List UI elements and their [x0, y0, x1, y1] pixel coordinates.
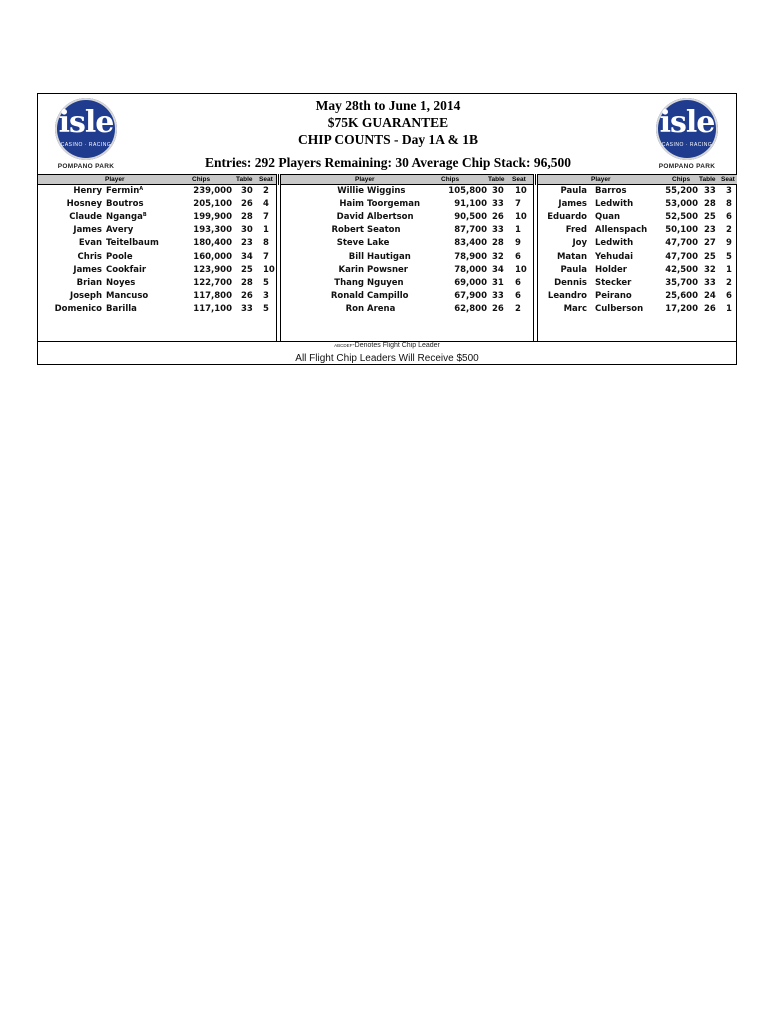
logo-tagline: CASINO · RACING	[60, 142, 112, 148]
chip-count: 91,100	[454, 199, 487, 210]
table-number: 34	[492, 264, 504, 275]
header-seat: Seat	[512, 176, 526, 183]
event-subtitle: CHIP COUNTS - Day 1A & 1B	[297, 132, 478, 147]
chip-count-sheet	[37, 93, 737, 365]
table-row	[538, 277, 768, 290]
player-last-name	[106, 224, 133, 237]
logo-caption: POMPANO PARK	[57, 163, 115, 170]
player-last-name	[106, 237, 159, 250]
table-number: 28	[704, 199, 716, 210]
table-number: 32	[492, 251, 504, 262]
table-row	[281, 251, 521, 264]
chip-leader-mark: B	[142, 212, 147, 219]
player-last-name	[106, 264, 146, 277]
header-player: Player	[105, 176, 125, 183]
chip-count: 25,600	[665, 290, 698, 301]
player-last-name	[106, 303, 137, 316]
player-last-name-text: Wiggins	[367, 186, 406, 196]
chip-count: 83,400	[454, 238, 487, 249]
player-last-name	[367, 237, 389, 250]
table-number: 33	[241, 303, 253, 314]
event-dates: May 28th to June 1, 2014	[315, 98, 461, 113]
table-number: 31	[492, 277, 504, 288]
table-row	[38, 251, 278, 264]
chip-count: 123,900	[193, 264, 232, 275]
chip-count: 17,200	[665, 303, 698, 314]
player-last-name-text: Peirano	[595, 290, 632, 301]
chip-count: 193,300	[193, 225, 232, 236]
player-first-name: Ron	[345, 303, 364, 314]
chip-count: 122,700	[193, 277, 232, 288]
player-last-name-text: Culberson	[595, 303, 644, 314]
seat-number: 1	[263, 225, 269, 236]
player-first-name: Henry	[73, 186, 102, 196]
header-table: Table	[236, 176, 253, 183]
player-first-name: Ronald	[330, 290, 364, 301]
player-last-name	[367, 224, 401, 237]
seat-number: 10	[515, 264, 527, 275]
logo-word: isle	[58, 105, 114, 140]
player-first-name: Joseph	[70, 290, 102, 301]
header-chips: Chips	[441, 176, 460, 183]
player-last-name	[367, 264, 408, 277]
header-chips: Chips	[192, 176, 211, 183]
table-number: 25	[704, 251, 716, 262]
player-last-name	[367, 211, 414, 224]
table-row	[281, 237, 521, 250]
player-first-name: Domenico	[54, 303, 102, 314]
column-header-2	[281, 174, 533, 185]
player-last-name	[106, 211, 147, 224]
chip-leader-mark: A	[139, 186, 144, 192]
column-header-3	[538, 174, 737, 185]
seat-number: 2	[726, 225, 732, 236]
player-last-name	[595, 290, 632, 303]
table-row	[538, 290, 768, 303]
header-seat: Seat	[721, 176, 735, 183]
player-first-name: Chris	[77, 251, 102, 262]
player-last-name-text: Teitelbaum	[106, 238, 159, 249]
table-number: 33	[492, 199, 504, 210]
player-last-name	[367, 251, 411, 264]
table-number: 26	[241, 199, 253, 210]
table-number: 33	[492, 290, 504, 301]
player-last-name-text: Ledwith	[595, 199, 634, 210]
player-last-name-text: Barilla	[106, 303, 137, 314]
player-last-name	[595, 185, 627, 198]
table-number: 26	[241, 290, 253, 301]
chip-count: 117,100	[193, 303, 232, 314]
table-row	[538, 224, 768, 237]
player-last-name-text: Stecker	[595, 277, 632, 288]
player-last-name-text: Powsner	[367, 264, 408, 275]
table-row	[281, 290, 521, 303]
logo-word: isle	[659, 105, 715, 140]
seat-number: 7	[263, 212, 269, 223]
player-last-name	[367, 277, 404, 290]
seat-number: 5	[263, 277, 269, 288]
seat-number: 7	[263, 251, 269, 262]
table-row	[538, 237, 768, 250]
chip-count: 53,000	[665, 199, 698, 210]
player-first-name: Fred	[565, 225, 587, 236]
table-row	[281, 224, 521, 237]
table-row	[538, 264, 768, 277]
player-first-name: Steve	[336, 238, 364, 249]
seat-number: 3	[726, 186, 732, 196]
table-row	[38, 198, 278, 211]
header-chips: Chips	[672, 176, 691, 183]
chip-count: 78,000	[454, 264, 487, 275]
table-row	[38, 224, 278, 237]
table-row	[281, 303, 521, 316]
chip-count: 50,100	[665, 225, 698, 236]
seat-number: 1	[726, 264, 732, 275]
event-guarantee: $75K GUARANTEE	[327, 115, 449, 130]
header-table: Table	[488, 176, 505, 183]
chip-count: 35,700	[665, 277, 698, 288]
table-row	[38, 290, 278, 303]
seat-number: 3	[263, 290, 269, 301]
player-last-name-text: Quan	[595, 212, 621, 223]
chip-count: 47,700	[665, 238, 698, 249]
seat-number: 6	[726, 290, 732, 301]
player-last-name	[106, 185, 143, 198]
player-first-name: Willie	[337, 186, 364, 196]
player-first-name: Haim	[339, 199, 364, 210]
table-row	[38, 264, 278, 277]
player-last-name	[367, 290, 409, 303]
header-player: Player	[355, 176, 375, 183]
footnote	[37, 342, 737, 350]
player-last-name-text: Allenspach	[595, 225, 648, 236]
player-first-name: Hosney	[66, 199, 102, 210]
table-number: 28	[241, 212, 253, 223]
player-last-name	[595, 198, 633, 211]
player-first-name: Claude	[69, 212, 102, 223]
seat-number: 5	[726, 251, 732, 262]
player-last-name	[367, 185, 405, 198]
seat-number: 2	[726, 277, 732, 288]
player-first-name: Karin	[338, 264, 364, 275]
player-last-name-text: Yehudai	[595, 251, 633, 262]
seat-number: 10	[515, 212, 527, 223]
table-number: 26	[492, 303, 504, 314]
logo-tagline: CASINO · RACING	[661, 142, 713, 148]
table-row	[281, 264, 527, 277]
player-first-name: Leandro	[547, 290, 587, 301]
player-last-name	[106, 290, 148, 303]
seat-number: 2	[263, 186, 269, 196]
player-first-name: Joy	[572, 238, 587, 249]
player-last-name	[595, 211, 620, 224]
player-last-name-text: Fermin	[106, 186, 140, 196]
seat-number: 6	[515, 290, 521, 301]
table-number: 33	[704, 186, 716, 196]
chip-count: 87,700	[454, 225, 487, 236]
player-first-name: Evan	[78, 238, 102, 249]
player-last-name	[367, 198, 420, 211]
player-first-name: Marc	[563, 303, 587, 314]
seat-number: 7	[515, 199, 521, 210]
player-last-name-text: Barros	[595, 186, 627, 196]
player-first-name: David	[336, 212, 364, 223]
seat-number: 8	[726, 199, 732, 210]
table-row	[38, 303, 278, 316]
chip-count: 199,900	[193, 212, 232, 223]
chip-count: 47,700	[665, 251, 698, 262]
seat-number: 9	[726, 238, 732, 249]
table-number: 23	[704, 225, 716, 236]
player-last-name	[367, 303, 395, 316]
header-seat: Seat	[259, 176, 273, 183]
seat-number: 5	[263, 303, 269, 314]
table-number: 34	[241, 251, 253, 262]
player-first-name: Paula	[560, 264, 587, 275]
chip-count: 78,900	[454, 251, 487, 262]
chip-count: 67,900	[454, 290, 487, 301]
player-last-name	[595, 224, 647, 237]
table-number: 33	[492, 225, 504, 236]
column-header-1	[38, 174, 276, 185]
table-row	[38, 237, 278, 250]
table-number: 30	[241, 225, 253, 236]
player-first-name: James	[73, 225, 102, 236]
seat-number: 10	[515, 186, 527, 196]
chip-count: 160,000	[193, 251, 232, 262]
player-last-name-text: Nganga	[106, 212, 143, 223]
player-first-name: Thang	[334, 277, 364, 288]
seat-number: 10	[263, 264, 275, 275]
chip-count: 52,500	[665, 212, 698, 223]
player-first-name: Bill	[348, 251, 364, 262]
player-last-name-text: Holder	[595, 264, 627, 275]
player-last-name-text: Seaton	[367, 225, 401, 236]
seat-number: 6	[515, 251, 521, 262]
footnote-marks: ABCDEF	[334, 343, 353, 348]
player-last-name-text: Nguyen	[367, 277, 404, 288]
player-first-name: Robert	[331, 225, 364, 236]
table-number: 23	[241, 238, 253, 249]
table-row	[538, 185, 768, 198]
table-number: 32	[704, 264, 716, 275]
player-first-name: Matan	[556, 251, 587, 262]
seat-number: 6	[515, 277, 521, 288]
table-row	[281, 211, 527, 224]
player-last-name	[595, 277, 631, 290]
table-number: 25	[241, 264, 253, 275]
player-last-name	[595, 303, 643, 316]
player-first-name: Brian	[76, 277, 102, 288]
chip-count: 105,800	[448, 186, 487, 196]
player-first-name: James	[73, 264, 102, 275]
table-number: 24	[704, 290, 716, 301]
table-row	[538, 303, 768, 316]
header-table: Table	[699, 176, 716, 183]
footer	[37, 341, 737, 366]
seat-number: 1	[726, 303, 732, 314]
table-number: 28	[241, 277, 253, 288]
table-number: 33	[704, 277, 716, 288]
chip-count: 117,800	[193, 290, 232, 301]
player-last-name-text: Ledwith	[595, 238, 634, 249]
player-last-name-text: Hautigan	[367, 251, 411, 262]
table-row	[281, 198, 521, 211]
logo-caption: POMPANO PARK	[658, 163, 716, 170]
player-last-name-text: Cookfair	[106, 264, 147, 275]
table-row	[281, 185, 527, 198]
bonus-note: All Flight Chip Leaders Will Receive $500	[295, 353, 479, 364]
seat-number: 2	[515, 303, 521, 314]
player-last-name-text: Avery	[106, 225, 134, 236]
footnote-text: -Denotes Flight Chip Leader	[352, 342, 440, 349]
table-row	[538, 211, 768, 224]
seat-number: 9	[515, 238, 521, 249]
seat-number: 4	[263, 199, 269, 210]
player-first-name: Eduardo	[547, 212, 587, 223]
chip-count: 90,500	[454, 212, 487, 223]
table-number: 27	[704, 238, 716, 249]
table-row	[38, 185, 278, 198]
player-first-name: Dennis	[554, 277, 587, 288]
event-summary: Entries: 292 Players Remaining: 30 Average Chip Stack: 96,500	[204, 155, 572, 170]
player-last-name	[106, 198, 144, 211]
player-last-name	[595, 264, 627, 277]
player-last-name-text: Poole	[106, 251, 133, 262]
chip-count: 205,100	[193, 199, 232, 210]
table-row	[38, 277, 278, 290]
player-last-name-text: Boutros	[106, 199, 144, 210]
player-last-name	[106, 277, 135, 290]
chip-count: 62,800	[454, 303, 487, 314]
player-last-name-text: Lake	[367, 238, 390, 249]
player-last-name-text: Albertson	[367, 212, 414, 223]
table-row	[281, 277, 521, 290]
table-number: 26	[492, 212, 504, 223]
seat-number: 8	[263, 238, 269, 249]
table-number: 28	[492, 238, 504, 249]
chip-count: 55,200	[665, 186, 698, 196]
player-last-name-text: Noyes	[106, 277, 136, 288]
table-number: 30	[492, 186, 504, 196]
chip-count: 69,000	[454, 277, 487, 288]
player-last-name	[106, 251, 133, 264]
player-last-name-text: Arena	[367, 303, 396, 314]
chip-count: 239,000	[193, 186, 232, 196]
seat-number: 1	[515, 225, 521, 236]
table-row	[38, 211, 278, 224]
chip-count: 42,500	[665, 264, 698, 275]
player-last-name-text: Campillo	[367, 290, 409, 301]
table-row	[538, 198, 768, 211]
player-last-name-text: Toorgeman	[367, 199, 421, 210]
table-number: 26	[704, 303, 716, 314]
table-number: 25	[704, 212, 716, 223]
seat-number: 6	[726, 212, 732, 223]
player-first-name: Paula	[560, 186, 587, 196]
player-last-name	[595, 237, 633, 250]
player-last-name	[595, 251, 633, 264]
table-number: 30	[241, 186, 253, 196]
player-first-name: James	[558, 199, 587, 210]
header-player: Player	[591, 176, 611, 183]
chip-count: 180,400	[193, 238, 232, 249]
player-last-name-text: Mancuso	[106, 290, 149, 301]
table-row	[538, 251, 768, 264]
